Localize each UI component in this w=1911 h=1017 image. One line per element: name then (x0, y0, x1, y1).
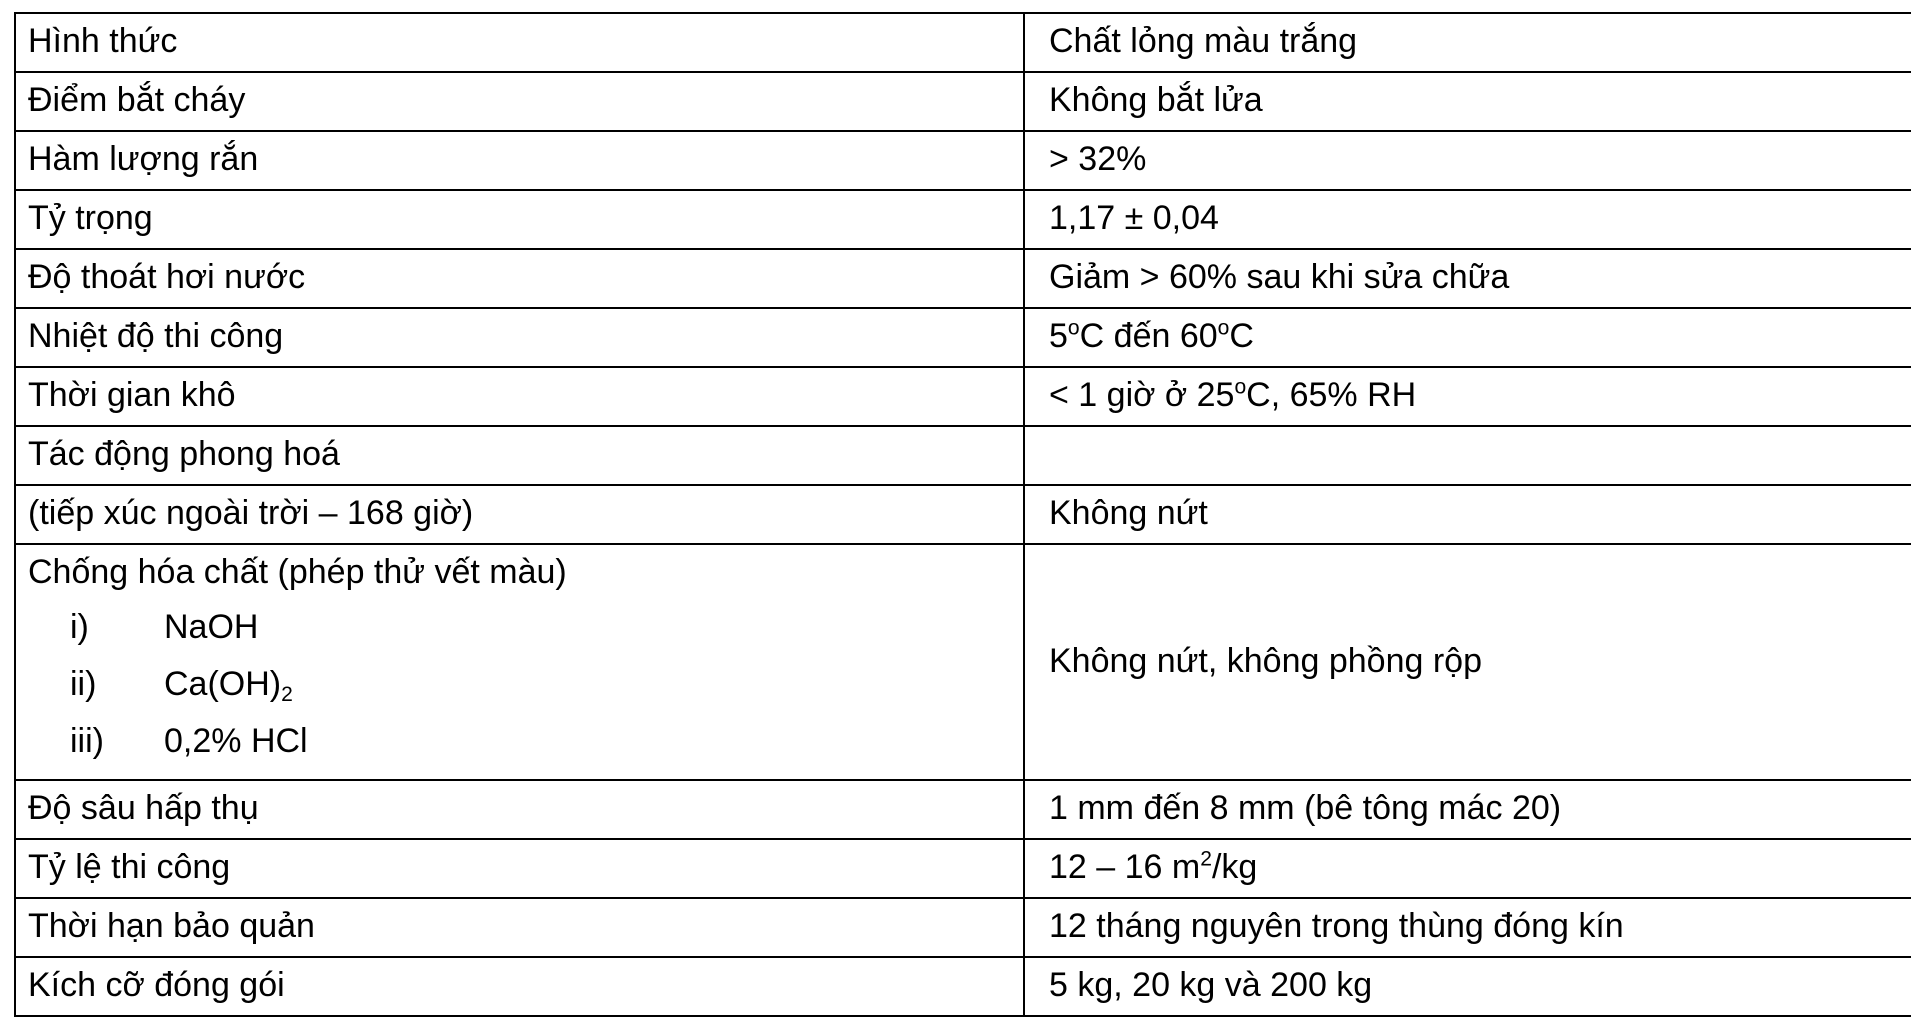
degree-superscript: o (1217, 316, 1230, 340)
table-row (15, 957, 1911, 1016)
list-item-number: ii) (70, 665, 97, 703)
table-row (15, 839, 1911, 898)
table-row (15, 898, 1911, 957)
property-cell: Hình thức (15, 13, 1024, 72)
property-cell: Nhiệt độ thi công (15, 308, 1024, 367)
value-text: C đến 60 (1079, 317, 1218, 355)
chemical-list (28, 599, 1011, 770)
value-text: C, 65% RH (1246, 376, 1417, 414)
value-text: C (1229, 317, 1254, 355)
list-item-label: NaOH (164, 608, 259, 646)
value-cell (1024, 308, 1911, 367)
property-cell: Tỷ lệ thi công (15, 839, 1024, 898)
table-row (15, 72, 1911, 131)
value-cell: 5 kg, 20 kg và 200 kg (1024, 957, 1911, 1016)
table-row (15, 249, 1911, 308)
property-cell: Tác động phong hoá (15, 426, 1024, 485)
table-row (15, 13, 1911, 72)
list-item (28, 656, 1011, 713)
degree-superscript: o (1234, 375, 1247, 399)
formula-subscript: 2 (281, 683, 293, 706)
table-row (15, 426, 1911, 485)
value-cell: 1 mm đến 8 mm (bê tông mác 20) (1024, 780, 1911, 839)
property-cell: Độ sâu hấp thụ (15, 780, 1024, 839)
list-item (28, 599, 1011, 656)
table-row (15, 485, 1911, 544)
list-item-label: 0,2% HCl (164, 722, 308, 760)
value-cell: Không nứt (1024, 485, 1911, 544)
property-cell (15, 544, 1024, 780)
list-item-number: i) (70, 608, 89, 646)
property-cell: Kích cỡ đóng gói (15, 957, 1024, 1016)
value-cell: 12 tháng nguyên trong thùng đóng kín (1024, 898, 1911, 957)
value-text: < 1 giờ ở 25 (1049, 376, 1235, 414)
value-cell (1024, 839, 1911, 898)
table-row (15, 780, 1911, 839)
value-text: 5 (1049, 317, 1068, 355)
property-cell: Thời hạn bảo quản (15, 898, 1024, 957)
degree-superscript: o (1067, 316, 1080, 340)
list-item (28, 713, 1011, 770)
property-cell: Độ thoát hơi nước (15, 249, 1024, 308)
value-cell: 1,17 ± 0,04 (1024, 190, 1911, 249)
value-cell: Chất lỏng màu trắng (1024, 13, 1911, 72)
property-cell: Hàm lượng rắn (15, 131, 1024, 190)
value-cell: Không nứt, không phồng rộp (1024, 544, 1911, 780)
table-row (15, 308, 1911, 367)
value-cell (1024, 426, 1911, 485)
value-text: /kg (1211, 848, 1258, 886)
value-text: 12 – 16 m (1049, 848, 1201, 886)
table-row (15, 367, 1911, 426)
value-cell (1024, 367, 1911, 426)
property-cell: Thời gian khô (15, 367, 1024, 426)
specification-table (14, 12, 1911, 1017)
value-cell: Giảm > 60% sau khi sửa chữa (1024, 249, 1911, 308)
value-cell: Không bắt lửa (1024, 72, 1911, 131)
table-row (15, 190, 1911, 249)
list-item-number: iii) (70, 722, 104, 760)
table-row (15, 544, 1911, 780)
property-cell: (tiếp xúc ngoài trời – 168 giờ) (15, 485, 1024, 544)
unit-superscript: 2 (1200, 847, 1212, 871)
property-cell: Tỷ trọng (15, 190, 1024, 249)
property-label: Chống hóa chất (phép thử vết màu) (28, 553, 567, 591)
list-item-label: Ca(OH) (164, 665, 282, 703)
value-cell: > 32% (1024, 131, 1911, 190)
property-cell: Điểm bắt cháy (15, 72, 1024, 131)
table-row (15, 131, 1911, 190)
